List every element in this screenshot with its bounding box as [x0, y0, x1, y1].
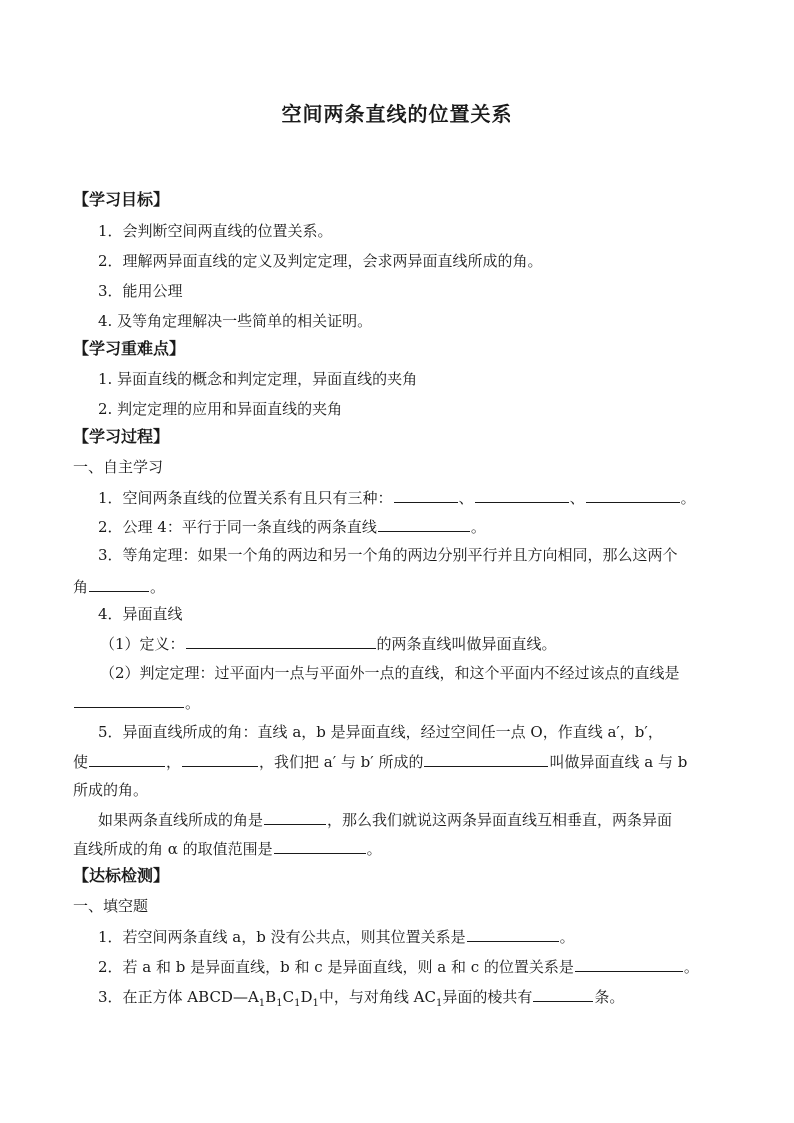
perp-head: 如果两条直线所成的角是 — [98, 811, 264, 829]
section-fill-blank: 一、填空题 — [73, 897, 149, 915]
key-point-item: 1. 异面直线的概念和判定定理，异面直线的夹角 — [98, 370, 418, 388]
period: 。 — [680, 489, 696, 507]
check-heading: 【达标检测】 — [73, 866, 170, 885]
question-4-definition — [100, 633, 557, 654]
subscript: 1 — [276, 998, 283, 1009]
goals-heading: 【学习目标】 — [73, 190, 170, 209]
period: 。 — [185, 694, 201, 712]
question-1 — [98, 487, 696, 508]
period: 。 — [683, 958, 699, 976]
answer-blank[interactable] — [475, 487, 569, 503]
subscript: 1 — [294, 998, 301, 1009]
answer-blank[interactable] — [467, 926, 559, 942]
period: 。 — [150, 578, 166, 596]
answer-blank[interactable] — [586, 487, 680, 503]
answer-blank[interactable] — [186, 633, 376, 649]
fill-question-1 — [98, 926, 575, 947]
separator: 、 — [569, 489, 585, 507]
period: 。 — [366, 840, 382, 858]
answer-blank[interactable] — [89, 751, 165, 767]
question-4-judge: （2）判定定理：过平面内一点与平面外一点的直线，和这个平面内不经过该点的直线是 — [100, 664, 680, 682]
fill-question-3 — [98, 986, 624, 1014]
goal-item: 1．会判断空间两直线的位置关系。 — [98, 222, 333, 240]
answer-blank[interactable] — [378, 516, 470, 532]
answer-blank[interactable] — [274, 838, 366, 854]
answer-blank[interactable] — [424, 751, 548, 767]
f2-text: 2．若 a 和 b 是异面直线，b 和 c 是异面直线，则 a 和 c 的位置关系是 — [98, 958, 574, 976]
question-5-line3: 所成的角。 — [73, 781, 149, 799]
letter-b: B — [265, 988, 277, 1006]
answer-blank[interactable] — [394, 487, 458, 503]
f3-tail: 异面的棱共有 — [442, 988, 533, 1006]
period: 。 — [470, 518, 486, 536]
goal-item: 2．理解两异面直线的定义及判定定理，会求两异面直线所成的角。 — [98, 252, 543, 270]
question-5-line2 — [73, 751, 687, 772]
section-self-study: 一、自主学习 — [73, 458, 164, 476]
question-5-line1: 5．异面直线所成的角：直线 a，b 是异面直线，经过空间任一点 O，作直线 a′，b′， — [98, 723, 663, 741]
separator: 、 — [458, 489, 474, 507]
range-head: 直线所成的角 α 的取值范围是 — [73, 840, 273, 858]
q4-def-label: （1）定义： — [100, 635, 185, 653]
comma: ， — [166, 753, 182, 771]
q4-def-tail: 的两条直线叫做异面直线。 — [376, 635, 557, 653]
answer-blank[interactable] — [575, 956, 683, 972]
f3-mid: 中，与对角线 AC — [318, 988, 436, 1006]
goal-item: 4. 及等角定理解决一些简单的相关证明。 — [98, 312, 373, 330]
answer-blank[interactable] — [182, 751, 258, 767]
page-title: 空间两条直线的位置关系 — [281, 102, 513, 126]
f3-end: 条。 — [594, 988, 625, 1006]
answer-blank[interactable] — [533, 986, 593, 1002]
angle-range-line — [73, 838, 382, 859]
question-3-line1: 3．等角定理：如果一个角的两边和另一个角的两边分别平行并且方向相同，那么这两个 — [98, 546, 678, 564]
perp-tail: ，那么我们就说这两条异面直线互相垂直，两条异面 — [327, 811, 673, 829]
period: 。 — [559, 928, 575, 946]
question-3-line2 — [73, 576, 165, 597]
process-heading: 【学习过程】 — [73, 427, 170, 446]
letter-d: D — [300, 988, 313, 1006]
question-2 — [98, 516, 486, 537]
q5-head: 使 — [73, 753, 89, 771]
q5-tail: 叫做异面直线 a 与 b — [549, 753, 688, 771]
q5-mid: ，我们把 a′ 与 b′ 所成的 — [259, 753, 424, 771]
f1-text: 1．若空间两条直线 a，b 没有公共点，则其位置关系是 — [98, 928, 466, 946]
subscript: 1 — [312, 998, 319, 1009]
subscript: 1 — [435, 998, 443, 1009]
question-4-judge-answer — [73, 692, 200, 713]
key-point-item: 2. 判定定理的应用和异面直线的夹角 — [98, 400, 343, 418]
key-points-heading: 【学习重难点】 — [73, 339, 186, 358]
answer-blank[interactable] — [74, 692, 184, 708]
goal-item: 3．能用公理 — [98, 282, 183, 300]
fill-question-2 — [98, 956, 699, 977]
answer-blank[interactable] — [89, 576, 149, 592]
subscript: 1 — [258, 998, 266, 1009]
letter-c: C — [282, 988, 295, 1006]
question-4-title: 4．异面直线 — [98, 605, 183, 623]
q2-text: 2．公理 4：平行于同一条直线的两条直线 — [98, 518, 377, 536]
q1-text: 1．空间两条直线的位置关系有且只有三种： — [98, 489, 393, 507]
answer-blank[interactable] — [264, 809, 326, 825]
f3-head: 3．在正方体 ABCD—A — [98, 988, 259, 1006]
perpendicular-line — [98, 809, 672, 830]
q3-text: 角 — [73, 578, 89, 596]
